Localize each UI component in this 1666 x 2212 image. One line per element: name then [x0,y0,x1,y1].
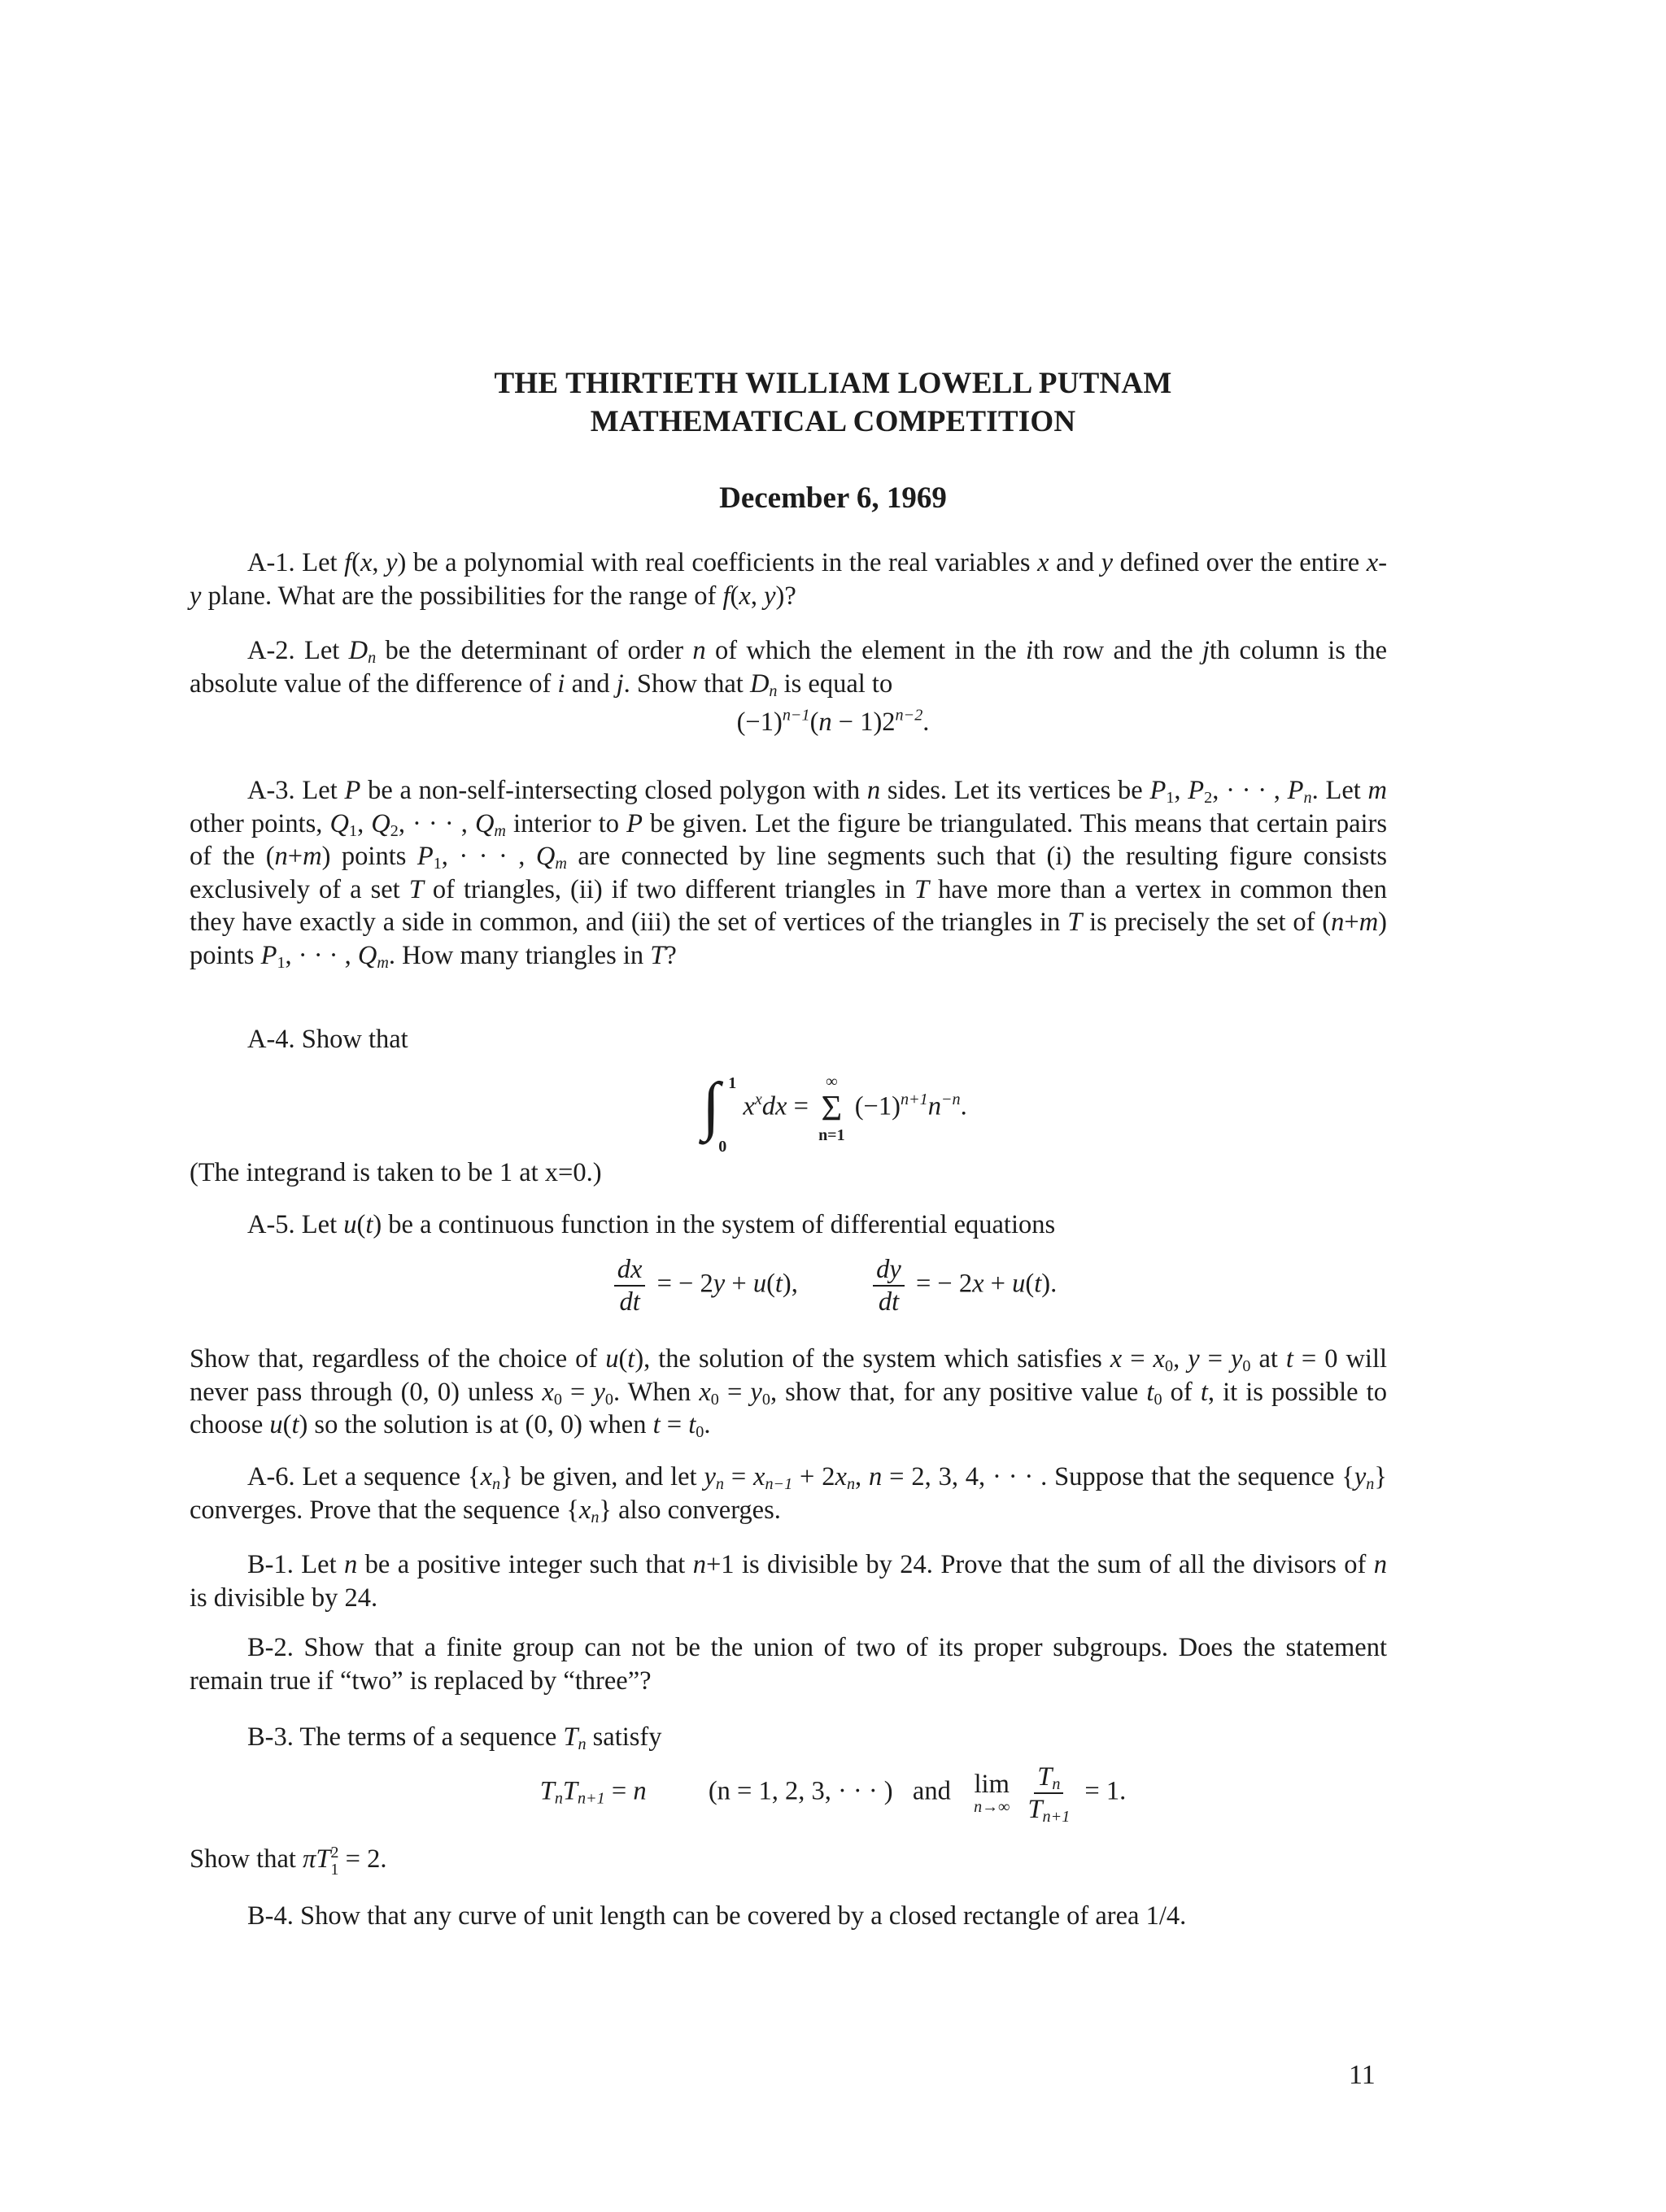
equation-b3: $T_nT_{n+1} = n$ (n = 1, 2, 3, · · · ) and lim n→∞ $\frac{T_n}{T_{n+1}}$ = 1. [539,1762,1127,1827]
equation-a4: ∫ 1 0 $x^xdx$ = ∞ Σ n=1 $(-1)^{n+1}n^{-n}$. [0,1072,1666,1145]
problem-a3: A-3. Let P be a non-self-intersecting closed polygon with n sides. Let its vertices be $P_1$, $P_2$, · · · , $P_n$. Let m other points, $Q_1$, $Q_2$, · · · , $Q_m$ interior to P be given. Let the figure be triangulated. This means that certain pairs of the (n+m) points $P_1$, · · · , $Q_m$ are connected by line segments such that (i) the resulting figure consists exclusively of a set T of triangles, (ii) if two different triangles in T have more than a vertex in common then they have exactly a side in common, and (iii) the set of vertices of the triangles in T is precisely the set of (n+m) points $P_1$, · · · , $Q_m$. How many triangles in T? [190,776,1388,972]
problem-a4: A-4. Show that [247,1025,408,1054]
fraction-dx-dt: $\frac{dx}{dt}$ [614,1254,646,1317]
problem-b3-conclusion: Show that πT 2 1 = 2. [190,1844,387,1879]
summation-sign: ∞ Σ n=1 [818,1073,845,1144]
problem-label: A-2. [247,636,295,665]
problem-a1: A-1. Let f(x, y) be a polynomial with real coefficients in the real variables x and y defined over the entire x-y plane. What are the possibilities for the range of f(x, y)? [190,548,1388,611]
problem-label: B-2. [247,1633,294,1662]
problem-label: B-1. [247,1550,294,1579]
problem-b4: B-4. Show that any curve of unit length can be covered by a closed rectangle of area 1/4. [247,1901,1187,1931]
competition-title [0,364,1666,441]
integral-sign: ∫ 1 0 [702,1070,737,1156]
problem-label: B-3. [247,1722,294,1752]
problem-label: A-4. [247,1025,295,1054]
page-number: 11 [1349,2060,1376,2090]
equation-a5: $\frac{dx}{dt}$ = − 2y + u(t), $\frac{dy}{dt}$ = − 2x + u(t). [0,1254,1666,1317]
fraction-tn-over-tn1: $\frac{T_n}{T_{n+1}}$ [1027,1762,1071,1827]
problem-label: A-6. [247,1462,295,1491]
title-line-1: THE THIRTIETH WILLIAM LOWELL PUTNAM [494,367,1172,400]
problem-label: A-5. [247,1210,295,1239]
problem-a6: A-6. Let a sequence $\{x_n\}$ be given, and let $y_n = x_{n-1} + 2x_n$, n = 2, 3, 4, · · · . Suppose that the sequence $\{y_n\}$ converges. Prove that the sequence $\{x_n\}$ also converges. [190,1462,1387,1526]
problem-label: A-3. [247,776,295,805]
competition-date: December 6, 1969 [719,481,947,515]
problem-b3: B-3. The terms of a sequence $T_n$ satisfy [247,1722,662,1754]
problem-label: A-1. [247,548,295,577]
problem-a5: A-5. Let u(t) be a continuous function in the system of differential equations [247,1210,1056,1239]
problem-label: B-4. [247,1901,294,1931]
problem-a5-body: Show that, regardless of the choice of u(t), the solution of the system which satisfies $x = x_0$, $y = y_0$ at t = 0 will never pass through (0, 0) unless $x_0 = y_0$. When $x_0 = y_0$, show that, for any positive value $t_0$ of t, it is possible to choose u(t) so the solution is at (0, 0) when $t = t_0$. [190,1344,1388,1442]
problem-b1: B-1. Let n be a positive integer such that n+1 is divisible by 24. Prove that the sum of all the divisors of n is divisible by 24. [190,1550,1387,1613]
limit-operator: lim n→∞ [974,1770,1010,1816]
fraction-dy-dt: $\frac{dy}{dt}$ [873,1254,905,1317]
title-line-2: MATHEMATICAL COMPETITION [590,405,1076,438]
equation-a2: $(-1)^{n-1}(n - 1)2^{n-2}$. [736,706,930,737]
problem-a2: A-2. Let $D_n$ be the determinant of order n of which the element in the ith row and the jth column is the absolute value of the difference of i and j. Show that $D_n$ is equal to [190,636,1387,700]
problem-b2: B-2. Show that a finite group can not be the union of two of its proper subgroups. Does the statement remain true if “two” is replaced by “three”? [190,1633,1387,1696]
problem-a4-note: (The integrand is taken to be 1 at x=0.) [190,1158,602,1187]
